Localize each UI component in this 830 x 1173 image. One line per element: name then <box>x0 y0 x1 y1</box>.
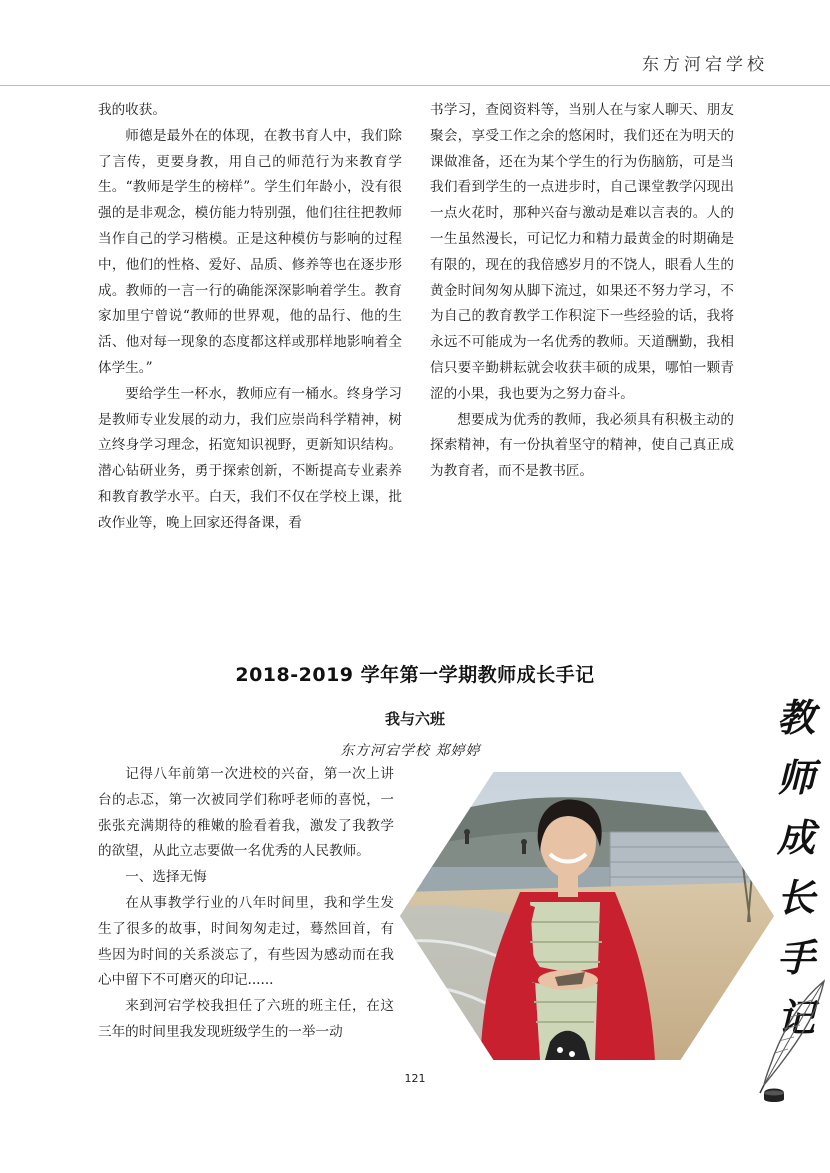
section-heading: 一、选择无悔 <box>125 869 207 886</box>
quill-pen-icon <box>746 975 830 1105</box>
paragraph: 记得八年前第一次进校的兴奋，第一次上讲台的忐忑，第一次被同学们称呼老师的喜悦，一张张充满期待的稚嫩的脸看着我，激发了我教学的欲望，从此立志要做一名优秀的人民教师。 <box>98 766 394 860</box>
section-title: 2018-2019 学年第一学期教师成长手记 <box>235 664 595 686</box>
side-title-char: 记 <box>776 995 815 1040</box>
article-title: 我与六班 <box>384 710 445 728</box>
paragraph: 我的收获。 <box>98 102 166 118</box>
side-title-char: 教 <box>776 695 815 740</box>
paragraph: 师德是最外在的体现，在教书育人中，我们除了言传，更要身教，用自己的师范行为来教育学生。“教师是学生的榜样”。学生们年龄小，没有很强的是非观念，模仿能力特别强，他们往往把教师当作自己的学习楷模。正是这种模仿与影响的过程中，他们的性格、爱好、品质、修养等也在逐步形成。教师的一言一行的确能深深影响着学生。教育家加里宁曾说“教师的世界观，他的品行、他的生活、他对每一现象的态度都这样或那样地影响着全体学生。” <box>98 127 402 376</box>
article-text-column <box>98 762 394 1046</box>
header-divider <box>0 85 830 86</box>
side-title-char: 长 <box>776 875 815 920</box>
header-school-name: 东方河宕学校 <box>642 55 768 75</box>
right-text-column <box>430 98 734 485</box>
paragraph: 来到河宕学校我担任了六班的班主任，在这三年的时间里我发现班级学生的一举一动 <box>98 998 394 1040</box>
side-title-char: 手 <box>776 935 815 980</box>
left-text-column <box>98 98 402 537</box>
teacher-photo <box>400 772 774 1060</box>
paragraph: 想要成为优秀的教师，我必须具有积极主动的探索精神，有一份执着坚守的精神，使自己真正成为教育者，而不是教书匠。 <box>430 411 734 480</box>
paragraph: 书学习，查阅资料等，当别人在与家人聊天、朋友聚会，享受工作之余的悠闲时，我们还在为明天的课做准备，还在为某个学生的行为伤脑筋，可是当我们看到学生的一点进步时，自己课堂教学闪现出一点火花时，那种兴奋与激动是难以言表的。人的一生虽然漫长，可记忆力和精力最黄金的时期确是有限的，现在的我倍感岁月的不饶人，眼看人生的黄金时间匆匆从脚下流过，如果还不努力学习，不为自己的教育教学工作积淀下一些经验的话，我将永远不可能成为一名优秀的教师。天道酬勤，我相信只要辛勤耕耘就会收获丰硕的成果，哪怕一颗青涩的小果，我也要为之努力奋斗。 <box>430 102 734 402</box>
side-title-char: 师 <box>776 755 815 800</box>
paragraph: 在从事教学行业的八年时间里，我和学生发生了很多的故事，时间匆匆走过，蓦然回首，有些因为时间的关系淡忘了，有些因为感动而在我心中留下不可磨灭的印记...... <box>98 894 394 989</box>
paragraph: 要给学生一杯水，教师应有一桶水。终身学习是教师专业发展的动力，我们应崇尚科学精神，树立终身学习理念，拓宽知识视野，更新知识结构。潜心钻研业务，勇于探索创新，不断提高专业素养和教育教学水平。白天，我们不仅在学校上课，批改作业等，晚上回家还得备课，看 <box>98 385 402 531</box>
page-number: 121 <box>404 1072 426 1085</box>
side-title-char: 成 <box>776 815 815 860</box>
article-byline: 东方河宕学校 郑婷婷 <box>340 743 481 759</box>
